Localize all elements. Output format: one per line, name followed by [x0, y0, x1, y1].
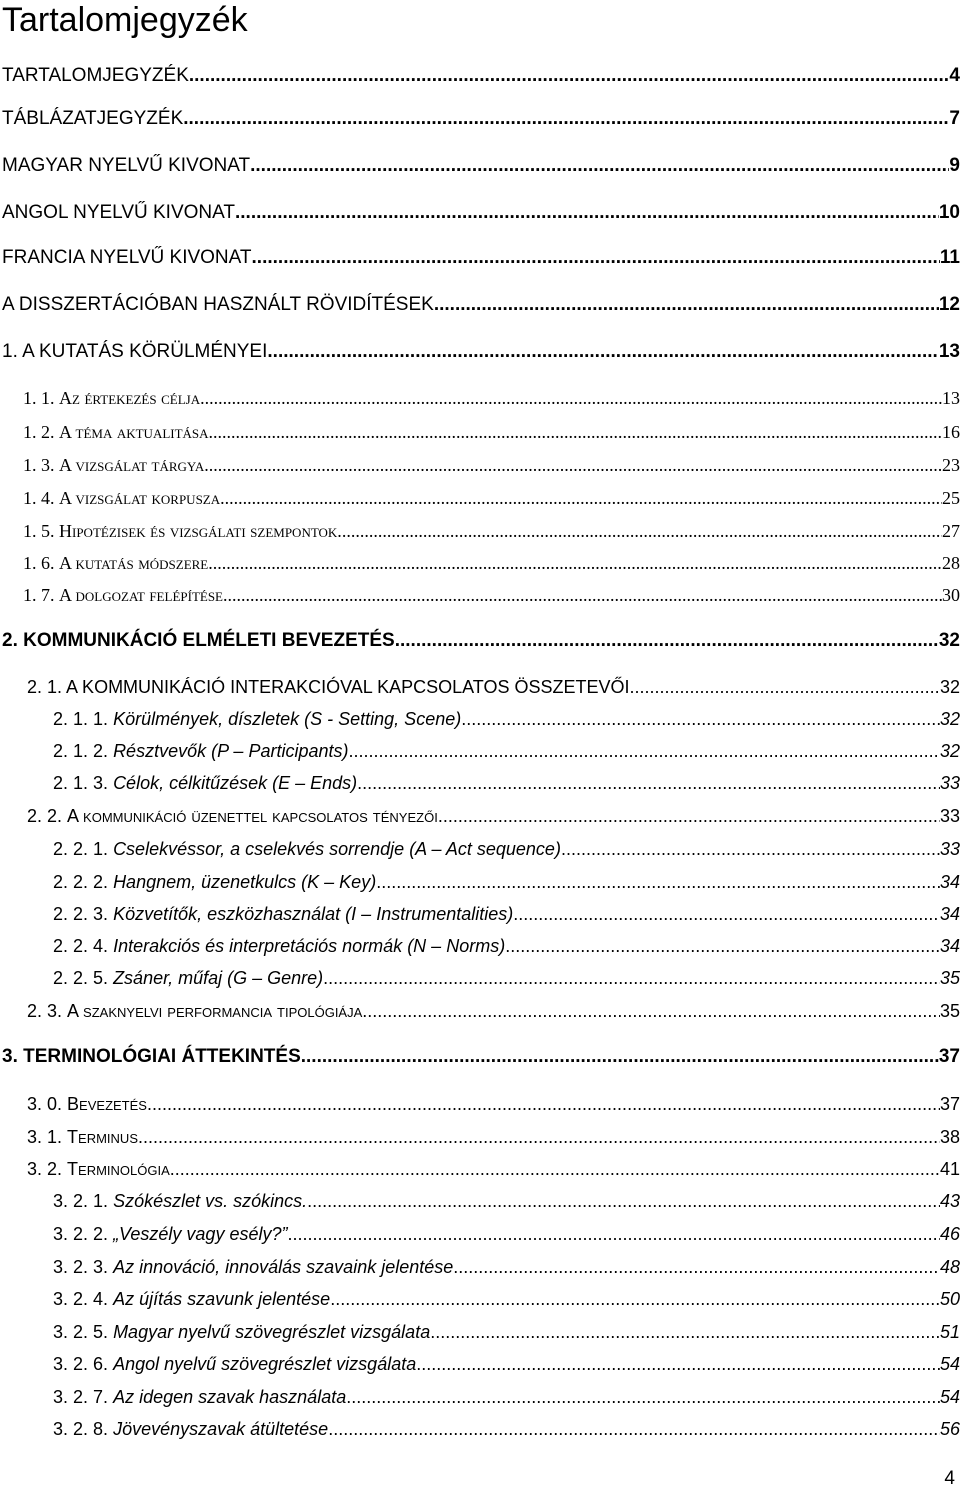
toc-entry-text: A DISSZERTÁCIÓBAN HASZNÁLT RÖVIDÍTÉSEK — [2, 294, 434, 315]
toc-subsection[interactable] — [53, 1415, 960, 1443]
toc-entry-title: Közvetítők, eszközhasználat (I – Instrumentalities) — [113, 904, 514, 924]
toc-subsection[interactable] — [53, 769, 960, 797]
dot-leader — [223, 581, 942, 609]
toc-entry-title: Terminológia — [67, 1159, 170, 1179]
toc-entry-number: 2. 2. 4. — [53, 936, 109, 956]
toc-entry-title: Zsáner, műfaj (G – Genre) — [113, 968, 324, 988]
toc-entry-page: 35 — [939, 1001, 960, 1021]
toc-entry[interactable] — [2, 152, 960, 180]
toc-subsection[interactable] — [53, 705, 960, 733]
dot-leader — [330, 1285, 940, 1313]
toc-entry-number: 3. — [2, 1046, 18, 1067]
dot-leader — [301, 1043, 939, 1071]
toc-section[interactable] — [23, 517, 960, 545]
toc-entry[interactable] — [2, 199, 960, 227]
toc-entry-title: Célok, célkitűzések (E – Ends) — [113, 773, 358, 793]
toc-section[interactable] — [23, 549, 960, 577]
toc-entry-number: 2. 1. 3. — [53, 773, 109, 793]
toc-entry-title: Hipotézisek és vizsgálati szempontok. — [59, 521, 342, 541]
dot-leader — [252, 244, 940, 272]
toc-entry-page: 34 — [939, 936, 960, 956]
toc-entry-number: 3. 2. 7. — [53, 1387, 109, 1407]
dot-leader — [416, 1350, 940, 1378]
toc-entry-page: 16 — [942, 422, 960, 442]
toc-entry-title: A vizsgálat korpusza — [59, 488, 221, 508]
dot-leader — [461, 705, 940, 733]
toc-entry[interactable] — [2, 105, 960, 133]
toc-section[interactable] — [27, 673, 960, 701]
toc-entry-page: 34 — [939, 904, 960, 924]
toc-entry-page: 27 — [942, 521, 960, 541]
toc-entry-page: 25 — [942, 488, 960, 508]
toc-entry-number: 3. 2. 5. — [53, 1322, 109, 1342]
toc-subsection[interactable] — [53, 1220, 960, 1248]
dot-leader — [328, 1415, 940, 1443]
toc-entry-page: 37 — [939, 1094, 960, 1114]
toc-entry-number: 2. 2. 1. — [53, 839, 109, 859]
toc-entry-page: 33 — [939, 839, 960, 859]
toc-entry-title: A kutatás módszere — [59, 553, 209, 573]
toc-entry-title: „Veszély vagy esély?” — [113, 1224, 288, 1244]
toc-entry-number: 2. 1. 2. — [53, 741, 109, 761]
toc-entry[interactable] — [2, 291, 960, 319]
toc-section[interactable] — [27, 802, 960, 830]
toc-entry-number: 3. 2. 1. — [53, 1191, 109, 1211]
toc-entry-page: 23 — [942, 455, 960, 475]
toc-entry-page: 37 — [938, 1046, 960, 1067]
toc-entry-page: 38 — [939, 1127, 960, 1147]
toc-entry-page: 4 — [949, 65, 960, 86]
dot-leader — [513, 900, 940, 928]
page-number: 4 — [944, 1468, 955, 1489]
toc-subsection[interactable] — [53, 1187, 960, 1215]
toc-entry-page: 7 — [949, 108, 960, 129]
toc-entry-title: Az idegen szavak használata — [113, 1387, 347, 1407]
toc-section[interactable] — [27, 997, 960, 1025]
toc-entry-text: FRANCIA NYELVŰ KIVONAT — [2, 247, 252, 268]
toc-entry-number: 1. 4. — [23, 488, 55, 508]
toc-entry-page: 54 — [939, 1354, 960, 1374]
toc-entry-page: 13 — [938, 341, 960, 362]
toc-entry-number: 1. 5. — [23, 521, 55, 541]
toc-entry-number: 3. 2. 6. — [53, 1354, 109, 1374]
toc-subsection[interactable] — [53, 868, 960, 896]
toc-entry-page: 48 — [939, 1257, 960, 1277]
dot-leader — [147, 1090, 940, 1118]
toc-chapter[interactable] — [2, 338, 960, 366]
dot-leader — [376, 868, 940, 896]
toc-entry-number: 1. 6. — [23, 553, 55, 573]
toc-section[interactable] — [23, 484, 960, 512]
toc-entry-text — [2, 338, 267, 366]
toc-entry-title: Cselekvéssor, a cselekvés sorrendje (A – Act sequence) — [113, 839, 561, 859]
toc-entry-page: 56 — [939, 1419, 960, 1439]
toc-entry-page: 35 — [939, 968, 960, 988]
toc-subsection[interactable] — [53, 1318, 960, 1346]
toc-section[interactable] — [27, 1155, 960, 1183]
toc-entry-page: 32 — [939, 677, 960, 697]
toc-subsection[interactable] — [53, 1350, 960, 1378]
toc-entry-number: 3. 2. 4. — [53, 1289, 109, 1309]
toc-entry-title: Szókészlet vs. szókincs. — [113, 1191, 308, 1211]
dot-leader — [438, 802, 940, 830]
dot-leader — [630, 673, 940, 701]
toc-entry-title: A KUTATÁS KÖRÜLMÉNYEI — [22, 341, 268, 362]
toc-section[interactable] — [23, 418, 960, 446]
toc-entry-number: 3. 2. — [27, 1159, 63, 1179]
dot-leader — [209, 418, 942, 446]
toc-entry-number: 1. — [2, 341, 18, 362]
toc-entry-title: A szaknyelvi performancia tipológiája — [67, 1001, 363, 1021]
dot-leader — [204, 451, 942, 479]
dot-leader — [170, 1155, 940, 1183]
toc-subsection[interactable] — [53, 1285, 960, 1313]
toc-entry-page: 50 — [939, 1289, 960, 1309]
toc-entry-page: 12 — [938, 294, 960, 315]
toc-subsection[interactable] — [53, 900, 960, 928]
toc-entry-number: 1. 2. — [23, 422, 55, 442]
dot-leader — [208, 549, 942, 577]
toc-entry-number: 3. 0. — [27, 1094, 63, 1114]
toc-entry-title: A vizsgálat tárgya — [59, 455, 205, 475]
toc-entry-title: Magyar nyelvű szövegrészlet vizsgálata — [113, 1322, 431, 1342]
dot-leader — [453, 1253, 940, 1281]
toc-entry-number: 1. 7. — [23, 585, 55, 605]
dot-leader — [348, 737, 939, 765]
dot-leader — [200, 384, 942, 412]
toc-entry-title: TERMINOLÓGIAI ÁTTEKINTÉS — [23, 1046, 301, 1067]
toc-entry-text: TÁBLÁZATJEGYZÉK — [2, 108, 184, 129]
toc-entry-page: 13 — [942, 388, 960, 408]
toc-entry-title: A dolgozat felépítése — [59, 585, 223, 605]
toc-chapter[interactable] — [2, 1043, 960, 1071]
toc-entry-title: Jövevényszavak átültetése — [113, 1419, 329, 1439]
toc-entry-page: 41 — [939, 1159, 960, 1179]
toc-entry-number: 1. 1. — [23, 388, 55, 408]
dot-leader — [220, 484, 942, 512]
toc-section[interactable] — [23, 384, 960, 412]
toc-subsection[interactable] — [53, 932, 960, 960]
toc-entry-page: 10 — [938, 202, 960, 223]
dot-leader — [357, 769, 940, 797]
toc-entry-number: 2. 1. 1. — [53, 709, 109, 729]
dot-leader — [183, 105, 949, 133]
dot-leader — [362, 997, 940, 1025]
dot-leader — [250, 152, 949, 180]
toc-entry-number: 1. 3. — [23, 455, 55, 475]
toc-entry-text: ANGOL NYELVŰ KIVONAT — [2, 202, 235, 223]
toc-entry-title: Az újítás szavunk jelentése — [113, 1289, 331, 1309]
toc-section[interactable] — [23, 451, 960, 479]
toc-entry-number: 2. — [2, 630, 18, 651]
toc-entry-title: A téma aktualitása — [59, 422, 209, 442]
toc-subsection[interactable] — [53, 1383, 960, 1411]
dot-leader — [505, 932, 940, 960]
toc-entry-page: 30 — [942, 585, 960, 605]
toc-subsection[interactable] — [53, 737, 960, 765]
dot-leader — [235, 199, 939, 227]
page-title: Tartalomjegyzék — [2, 1, 248, 39]
toc-chapter[interactable] — [2, 627, 960, 655]
dot-leader — [287, 1220, 940, 1248]
toc-entry-page: 34 — [939, 872, 960, 892]
toc-section[interactable] — [23, 581, 960, 609]
toc-entry-number: 3. 2. 8. — [53, 1419, 109, 1439]
toc-entry-page: 28 — [942, 553, 960, 573]
toc-entry-title: Az értekezés célja — [59, 388, 201, 408]
toc-entry-page: 32 — [939, 709, 960, 729]
toc-entry-page: 32 — [939, 741, 960, 761]
toc-entry-title: KOMMUNIKÁCIÓ ELMÉLETI BEVEZETÉS — [23, 630, 395, 651]
toc-entry-title: A kommunikáció üzenettel kapcsolatos tényezői — [67, 806, 438, 826]
toc-entry-page: 51 — [939, 1322, 960, 1342]
toc-entry-number: 2. 2. 5. — [53, 968, 109, 988]
toc-entry-page: 33 — [939, 773, 960, 793]
dot-leader — [561, 835, 940, 863]
toc-entry-page: 43 — [939, 1191, 960, 1211]
dot-leader — [346, 1383, 940, 1411]
toc-section[interactable] — [27, 1090, 960, 1118]
toc-entry-number: 2. 2. 3. — [53, 904, 109, 924]
toc-entry-number: 2. 3. — [27, 1001, 63, 1021]
dot-leader — [434, 291, 939, 319]
toc-entry-title: A KOMMUNIKÁCIÓ INTERAKCIÓVAL KAPCSOLATOS ÖSSZETEVŐI — [66, 677, 630, 697]
toc-entry[interactable] — [2, 244, 960, 272]
toc-entry-number: 2. 2. 2. — [53, 872, 109, 892]
toc-entry-title: Az innováció, innoválás szavaink jelentése — [113, 1257, 454, 1277]
toc-entry-title: Terminus — [67, 1127, 138, 1147]
toc-subsection[interactable] — [53, 835, 960, 863]
toc-entry[interactable] — [2, 62, 960, 90]
toc-entry-title: Körülmények, díszletek (S - Setting, Scene) — [113, 709, 462, 729]
dot-leader — [323, 964, 940, 992]
toc-entry-title: Bevezetés — [67, 1094, 147, 1114]
toc-entry-page: 9 — [949, 155, 960, 176]
toc-entry-title: Hangnem, üzenetkulcs (K – Key) — [113, 872, 377, 892]
dot-leader — [430, 1318, 940, 1346]
toc-entry-page: 46 — [939, 1224, 960, 1244]
dot-leader — [307, 1187, 940, 1215]
toc-entry-title: Interakciós és interpretációs normák (N – Norms) — [113, 936, 506, 956]
toc-entry-page: 32 — [938, 630, 960, 651]
toc-section[interactable] — [27, 1123, 960, 1151]
dot-leader — [267, 338, 938, 366]
toc-entry-title: Angol nyelvű szövegrészlet vizsgálata — [113, 1354, 417, 1374]
toc-entry-number: 2. 2. — [27, 806, 63, 826]
toc-entry-number: 2. 1. — [27, 677, 63, 697]
dot-leader — [138, 1123, 940, 1151]
toc-entry-page: 11 — [939, 247, 960, 268]
dot-leader — [189, 62, 950, 90]
dot-leader — [395, 627, 939, 655]
toc-entry-text: MAGYAR NYELVŰ KIVONAT — [2, 155, 251, 176]
toc-entry-text: TARTALOMJEGYZÉK — [2, 65, 189, 86]
toc-entry-title: Résztvevők (P – Participants) — [113, 741, 349, 761]
toc-entry-page: 54 — [939, 1387, 960, 1407]
dot-leader — [342, 517, 942, 545]
toc-entry-number: 3. 1. — [27, 1127, 63, 1147]
toc-entry-number: 3. 2. 3. — [53, 1257, 109, 1277]
toc-entry-number: 3. 2. 2. — [53, 1224, 109, 1244]
toc-subsection[interactable] — [53, 964, 960, 992]
toc-entry-page: 33 — [939, 806, 960, 826]
toc-subsection[interactable] — [53, 1253, 960, 1281]
